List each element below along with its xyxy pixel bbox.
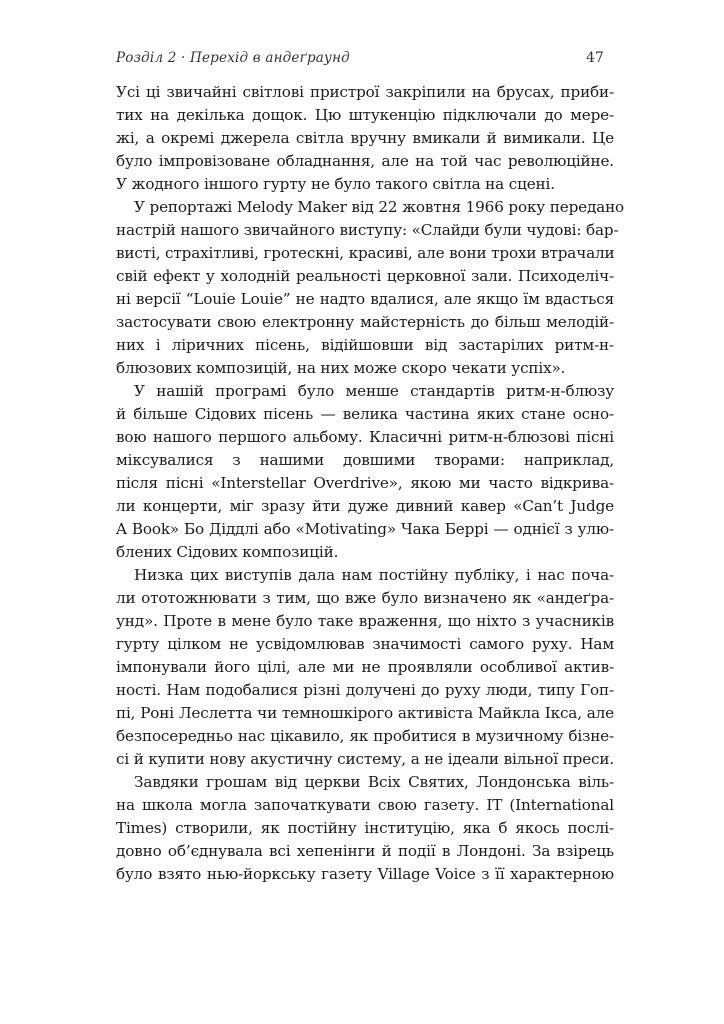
text-line: блених Сідових композицій. [116, 543, 339, 561]
text-line: A Book» Бо Діддлі або «Motivating» Чака Беррі — однієї з улю- [116, 520, 614, 538]
page-number: 47 [586, 50, 604, 66]
text-line: було взято нью-йоркську газету Village Voice з її характерною [116, 865, 614, 883]
text-line: У нашій програмі було менше стандартів ритм-н-блюзу [134, 382, 614, 400]
paragraph [116, 564, 614, 771]
text-line: блюзових композицій, на них може скоро чекати успіх». [116, 359, 566, 377]
text-line: й більше Сідових пісень — велика частина яких стане осно- [116, 405, 614, 423]
text-line: імпонували його цілі, але ми не проявляли особливої актив- [116, 658, 614, 676]
paragraph [116, 196, 625, 380]
body-text [116, 81, 625, 886]
text-line: на школа могла започаткувати свою газету. IT (International [116, 796, 614, 814]
running-head-title: Розділ 2 · Перехід в андеґраунд [116, 50, 350, 66]
text-line: застосувати свою електронну майстерність до більш мелодій- [116, 313, 614, 331]
text-line: Усі ці звичайні світлові пристрої закріпили на брусах, приби- [116, 83, 614, 101]
paragraph [116, 771, 614, 886]
text-line: сі й купити нову акустичну систему, а не ідеали вільної преси. [116, 750, 615, 768]
text-line: вою нашого першого альбому. Класичні ритм-н-блюзові пісні [116, 428, 614, 446]
text-line: Низка цих виступів дала нам постійну публіку, і нас поча- [134, 566, 614, 584]
paragraph [116, 380, 614, 564]
text-line: ності. Нам подобалися різні долучені до руху люди, типу Гоп- [116, 681, 614, 699]
paragraph [116, 81, 614, 196]
text-line: Times) створили, як постійну інституцію, яка б якось послі- [116, 819, 614, 837]
text-line: тих на декілька дощок. Цю штукенцію підключали до мере- [116, 106, 614, 124]
text-line: безпосередньо нас цікавило, як пробитися в музичному бізне- [116, 727, 614, 745]
text-line: гурту цілком не усвідомлював значимості самого руху. Нам [116, 635, 614, 653]
text-line: настрій нашого звичайного виступу: «Слайди були чудові: бар- [116, 221, 619, 239]
text-line: ли ототожнювати з тим, що вже було визначено як «андеґра- [116, 589, 614, 607]
text-line: було імпровізоване обладнання, але на той час революційне. [116, 152, 614, 170]
text-line: У жодного іншого гурту не було такого світла на сцені. [116, 175, 555, 193]
text-line: У репортажі Melody Maker від 22 жовтня 1966 року передано [134, 198, 625, 216]
text-line: пі, Роні Леслетта чи темношкірого активіста Майкла Ікса, але [116, 704, 614, 722]
text-line: довно об’єднувала всі хепенінги й події в Лондоні. За взірець [116, 842, 614, 860]
text-line: унд». Проте в мене було таке враження, що ніхто з учасників [116, 612, 614, 630]
text-line: них і ліричних пісень, відійшовши від застарілих ритм-н- [116, 336, 614, 354]
text-line: ли концерти, міг зразу йти дуже дивний кавер «Can’t Judge [116, 497, 614, 515]
text-line: свій ефект у холодній реальності церковної зали. Психоделіч- [116, 267, 614, 285]
text-line: після пісні «Interstellar Overdrive», якою ми часто відкрива- [116, 474, 614, 492]
text-line: ні версії “Louie Louie” не надто вдалися, але якщо їм вдасться [116, 290, 614, 308]
text-line: міксувалися з нашими довшими творами: наприклад, [116, 451, 614, 469]
text-line: Завдяки грошам від церкви Всіх Святих, Лондонська віль- [134, 773, 614, 791]
text-line: висті, страхітливі, гротескні, красиві, але вони трохи втрачали [116, 244, 615, 262]
text-line: жі, а окремі джерела світла вручну вмикали й вимикали. Це [116, 129, 614, 147]
